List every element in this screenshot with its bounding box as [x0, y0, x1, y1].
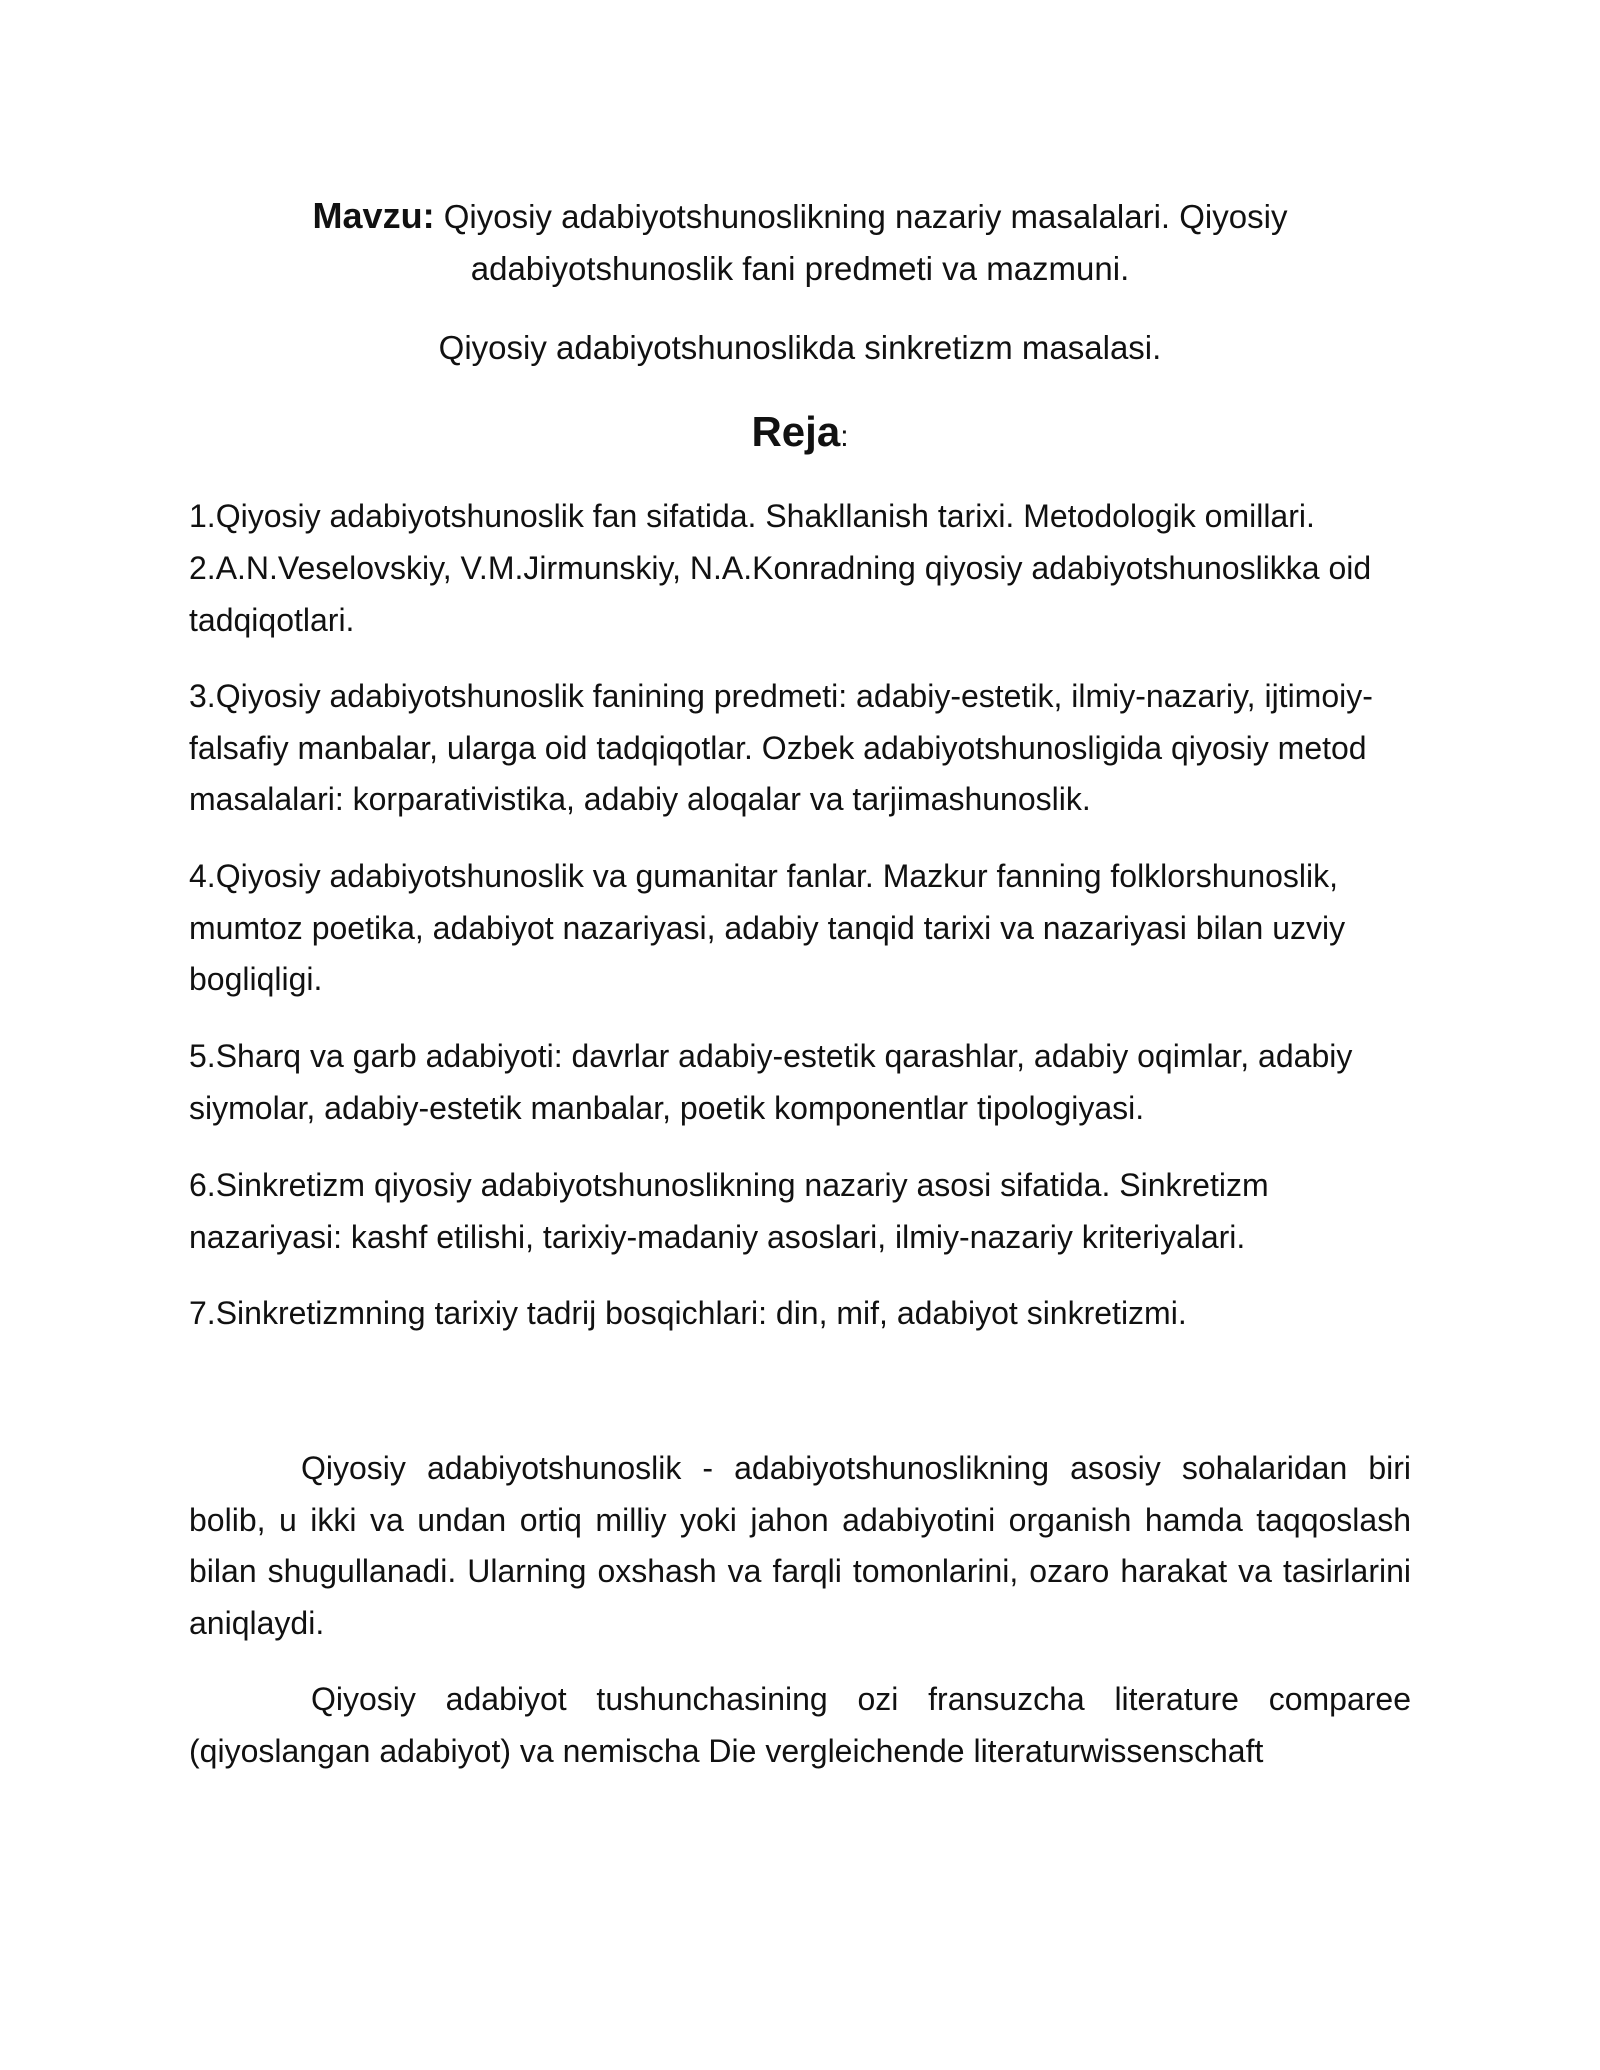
- plan-item-4: 4.Qiyosiy adabiyotshunoslik va gumanitar fanlar. Mazkur fanning folklorshunoslik, mumtoz poetika, adabiyot nazariyasi, adabiy tanqid tarixi va nazariyasi bilan uzviy bogliqligi.: [189, 858, 1346, 997]
- plan-item-5: 5.Sharq va garb adabiyoti: davrlar adabiy-estetik qarashlar, adabiy oqimlar, adabiy siymolar, adabiy-estetik manbalar, poetik komponentlar tipologiyasi.: [189, 1038, 1353, 1126]
- plan-heading: [190, 402, 1410, 467]
- plan-heading-word: Reja: [751, 408, 841, 455]
- topic-text: Qiyosiy adabiyotshunoslikning nazariy masalalari. Qiyosiy adabiyotshunoslik fani predmeti va mazmuni.: [443, 198, 1288, 287]
- topic-title: [190, 190, 1410, 295]
- plan-item-3: 3.Qiyosiy adabiyotshunoslik fanining predmeti: adabiy-estetik, ilmiy-nazariy, ijtimoiy-falsafiy manbalar, ularga oid tadqiqotlar. Ozbek adabiyotshunosligida qiyosiy metod masalalari: korparativistika, adabiy aloqalar va tarjimashunoslik.: [189, 678, 1373, 817]
- plan-item-6: 6.Sinkretizm qiyosiy adabiyotshunoslikning nazariy asosi sifatida. Sinkretizm nazariyasi: kashf etilishi, tarixiy-madaniy asoslari, ilmiy-nazariy kriteriyalari.: [189, 1167, 1269, 1255]
- plan-heading-colon: :: [840, 420, 849, 453]
- plan-item-7: 7.Sinkretizmning tarixiy tadrij bosqichlari: din, mif, adabiyot sinkretizmi.: [189, 1295, 1187, 1331]
- subtopic-title: Qiyosiy adabiyotshunoslikda sinkretizm masalasi.: [438, 329, 1162, 366]
- body-paragraph-1: Qiyosiy adabiyotshunoslik - adabiyotshunoslikning asosiy sohalaridan biri bolib, u ikki va undan ortiq milliy yoki jahon adabiyotini organish hamda taqqoslash bilan shugullanadi. Ularning oxshash va farqli tomonlarini, ozaro harakat va tasirlarini aniqlaydi.: [189, 1450, 1411, 1641]
- plan-item-1: 1.Qiyosiy adabiyotshunoslik fan sifatida. Shakllanish tarixi. Metodologik omillari.: [189, 498, 1315, 534]
- topic-label: Mavzu:: [312, 195, 435, 236]
- plan-item-2: 2.A.N.Veselovskiy, V.M.Jirmunskiy, N.A.Konradning qiyosiy adabiyotshunoslikka oid tadqiqotlari.: [189, 550, 1372, 638]
- body-paragraph-2: Qiyosiy adabiyot tushunchasining ozi fransuzcha literature comparee (qiyoslangan adabiyot) va nemischa Die vergleichende literaturwissenschaft: [189, 1681, 1411, 1769]
